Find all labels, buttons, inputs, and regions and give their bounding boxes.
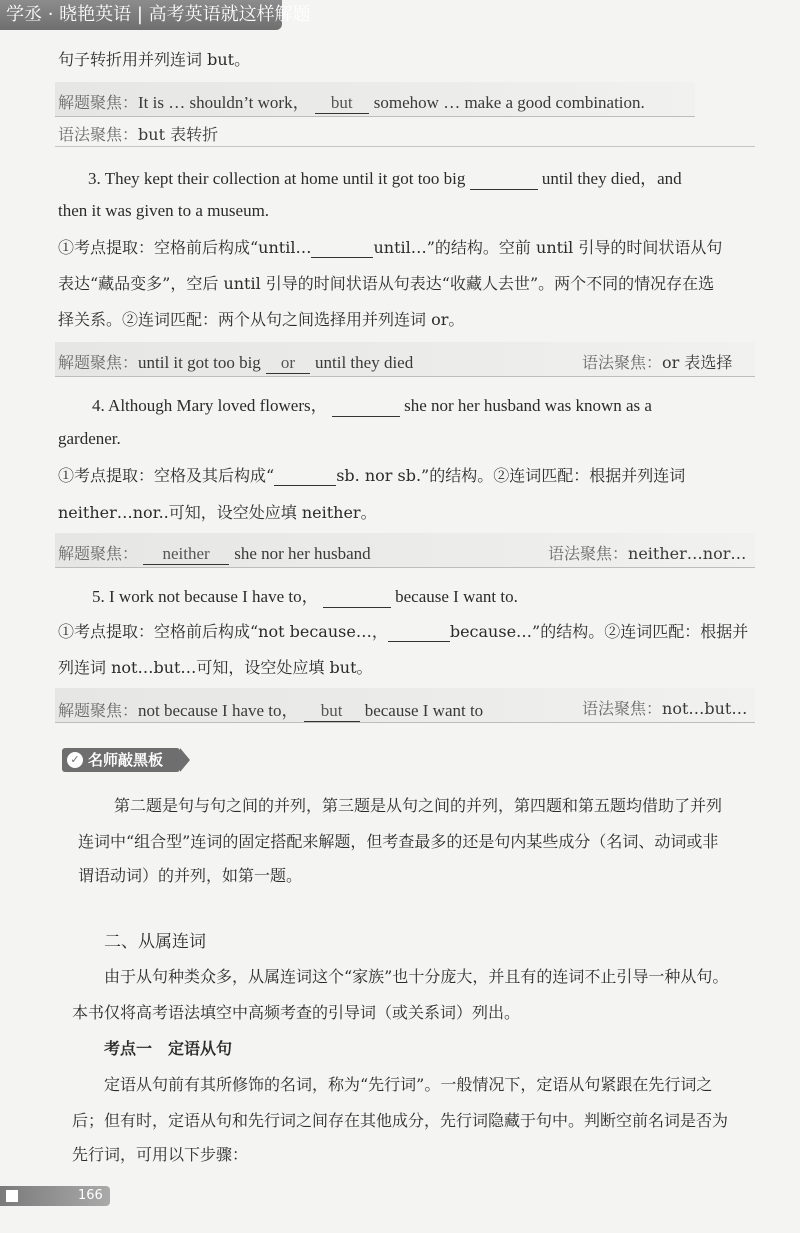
graduation-cap-icon: ✓ bbox=[67, 752, 83, 768]
q3-explanation-line2: 表达“藏品变多”，空后 until 引导的时间状语从句表达“收藏人去世”。两个不同的情况存在选 bbox=[58, 274, 715, 293]
paragraph2-line2: 后；但有时，定语从句和先行词之间存在其他成分，先行词隐藏于句中。判断空前名词是否为 bbox=[72, 1111, 729, 1130]
q5-exp-post: because…”的结构。②连词匹配：根据并 bbox=[449, 622, 749, 641]
q4-text-post: she nor her husband was known as a bbox=[404, 396, 652, 415]
q3-text: 3. They kept their collection at home until it got too big bbox=[88, 169, 466, 188]
focus-label: 解题聚焦： bbox=[58, 544, 139, 563]
paragraph2-line3: 先行词，可用以下步骤： bbox=[72, 1145, 249, 1164]
page-footer bbox=[0, 1186, 110, 1206]
q3-exp-post: until…”的结构。空前 until 引导的时间状语从句 bbox=[373, 238, 723, 257]
focus-post: she nor her husband bbox=[234, 544, 371, 563]
grammar-label: 语法聚焦： bbox=[58, 125, 139, 144]
focus-answer: but bbox=[315, 94, 369, 114]
q4-explanation-line2: neither…nor..可知，设空处应填 neither。 bbox=[58, 503, 377, 522]
q5-focus bbox=[58, 696, 483, 722]
q2-grammar bbox=[58, 122, 218, 145]
divider bbox=[55, 146, 755, 147]
q5-exp-blank bbox=[388, 623, 450, 642]
teacher-note-tag-label: 名师敲黑板 bbox=[88, 751, 164, 769]
focus-post: somehow … make a good combination. bbox=[373, 93, 645, 112]
focus-label: 解题聚焦： bbox=[58, 93, 139, 112]
q3-question-line2: then it was given to a museum. bbox=[58, 201, 270, 220]
q2-explanation-tail: 句子转折用并列连词 but。 bbox=[58, 50, 251, 69]
grammar-label: 语法聚焦： bbox=[582, 353, 663, 372]
paragraph1-line2: 本书仅将高考语法填空中高频考查的引导词（或关系词）列出。 bbox=[72, 1003, 521, 1022]
teacher-note-line1: 第二题是句与句之间的并列，第三题是从句之间的并列，第四题和第五题均借助了并列 bbox=[114, 796, 723, 815]
focus-answer: or bbox=[266, 354, 310, 374]
teacher-note-tag bbox=[62, 748, 180, 772]
focus-label: 解题聚焦： bbox=[58, 353, 139, 372]
point-heading: 考点一 定语从句 bbox=[104, 1039, 233, 1058]
footer-square-icon bbox=[6, 1190, 18, 1202]
q3-exp-pre: ①考点提取：空格前后构成“until… bbox=[58, 238, 312, 257]
grammar-text: but 表转折 bbox=[138, 125, 219, 144]
q5-explanation-line1 bbox=[58, 619, 748, 642]
q3-exp-blank bbox=[311, 239, 373, 258]
grammar-label: 语法聚焦： bbox=[582, 699, 663, 718]
focus-pre: not because I have to， bbox=[138, 701, 299, 720]
page-number: 166 bbox=[78, 1188, 103, 1203]
grammar-text: neither…nor… bbox=[628, 544, 747, 563]
q4-blank bbox=[332, 397, 400, 417]
q5-question-line1 bbox=[92, 582, 518, 608]
paragraph2-line1: 定语从句前有其所修饰的名词，称为“先行词”。一般情况下，定语从句紧跟在先行词之 bbox=[104, 1075, 713, 1094]
q4-question-line2: gardener. bbox=[58, 429, 121, 448]
q5-text: 5. I work not because I have to， bbox=[92, 587, 319, 606]
q5-exp-pre: ①考点提取：空格前后构成“not because…， bbox=[58, 622, 388, 641]
q5-text-post: because I want to. bbox=[395, 587, 518, 606]
focus-label: 解题聚焦： bbox=[58, 701, 139, 720]
teacher-note-line3: 谓语动词）的并列，如第一题。 bbox=[78, 866, 303, 885]
focus-answer: neither bbox=[143, 545, 229, 565]
q4-exp-blank bbox=[274, 467, 336, 486]
q5-explanation-line2: 列连词 not…but…可知，设空处应填 but。 bbox=[58, 658, 373, 677]
focus-pre: It is … shouldn’t work， bbox=[138, 93, 310, 112]
focus-answer: but bbox=[304, 702, 360, 722]
q3-grammar bbox=[582, 350, 732, 373]
q4-exp-post: sb. nor sb.”的结构。②连词匹配：根据并列连词 bbox=[336, 466, 686, 485]
q3-blank bbox=[470, 170, 538, 190]
q4-exp-pre: ①考点提取：空格及其后构成“ bbox=[58, 466, 275, 485]
book-header bbox=[0, 0, 311, 30]
grammar-label: 语法聚焦： bbox=[548, 544, 629, 563]
grammar-text: or 表选择 bbox=[662, 353, 733, 372]
q3-question-line1 bbox=[88, 164, 682, 190]
teacher-note-line2: 连词中“组合型”连词的固定搭配来解题，但考查最多的还是句内某些成分（名词、动词或非 bbox=[78, 832, 719, 851]
q4-text: 4. Although Mary loved flowers， bbox=[92, 396, 328, 415]
section-heading: 二、从属连词 bbox=[104, 932, 206, 952]
q4-question-line1 bbox=[92, 391, 652, 417]
q4-focus bbox=[58, 541, 371, 565]
q3-text-post: until they died，and bbox=[541, 169, 682, 188]
focus-post: until they died bbox=[315, 353, 414, 372]
paragraph1-line1: 由于从句种类众多，从属连词这个“家族”也十分庞大，并且有的连词不止引导一种从句。 bbox=[104, 967, 729, 986]
q2-focus bbox=[58, 88, 645, 114]
q3-focus bbox=[58, 350, 413, 374]
q5-grammar bbox=[582, 696, 747, 719]
q4-grammar bbox=[548, 541, 746, 564]
q3-explanation-line3: 择关系。②连词匹配：两个从句之间选择用并列连词 or。 bbox=[58, 310, 465, 329]
q4-explanation-line1 bbox=[58, 463, 685, 486]
focus-pre: until it got too big bbox=[138, 353, 261, 372]
grammar-text: not…but… bbox=[662, 699, 748, 718]
focus-post: because I want to bbox=[364, 701, 484, 720]
book-header-title: 学丞 · 晓艳英语 | 高考英语就这样解题 bbox=[6, 4, 311, 25]
q3-explanation-line1 bbox=[58, 235, 722, 258]
q5-blank bbox=[323, 588, 391, 608]
